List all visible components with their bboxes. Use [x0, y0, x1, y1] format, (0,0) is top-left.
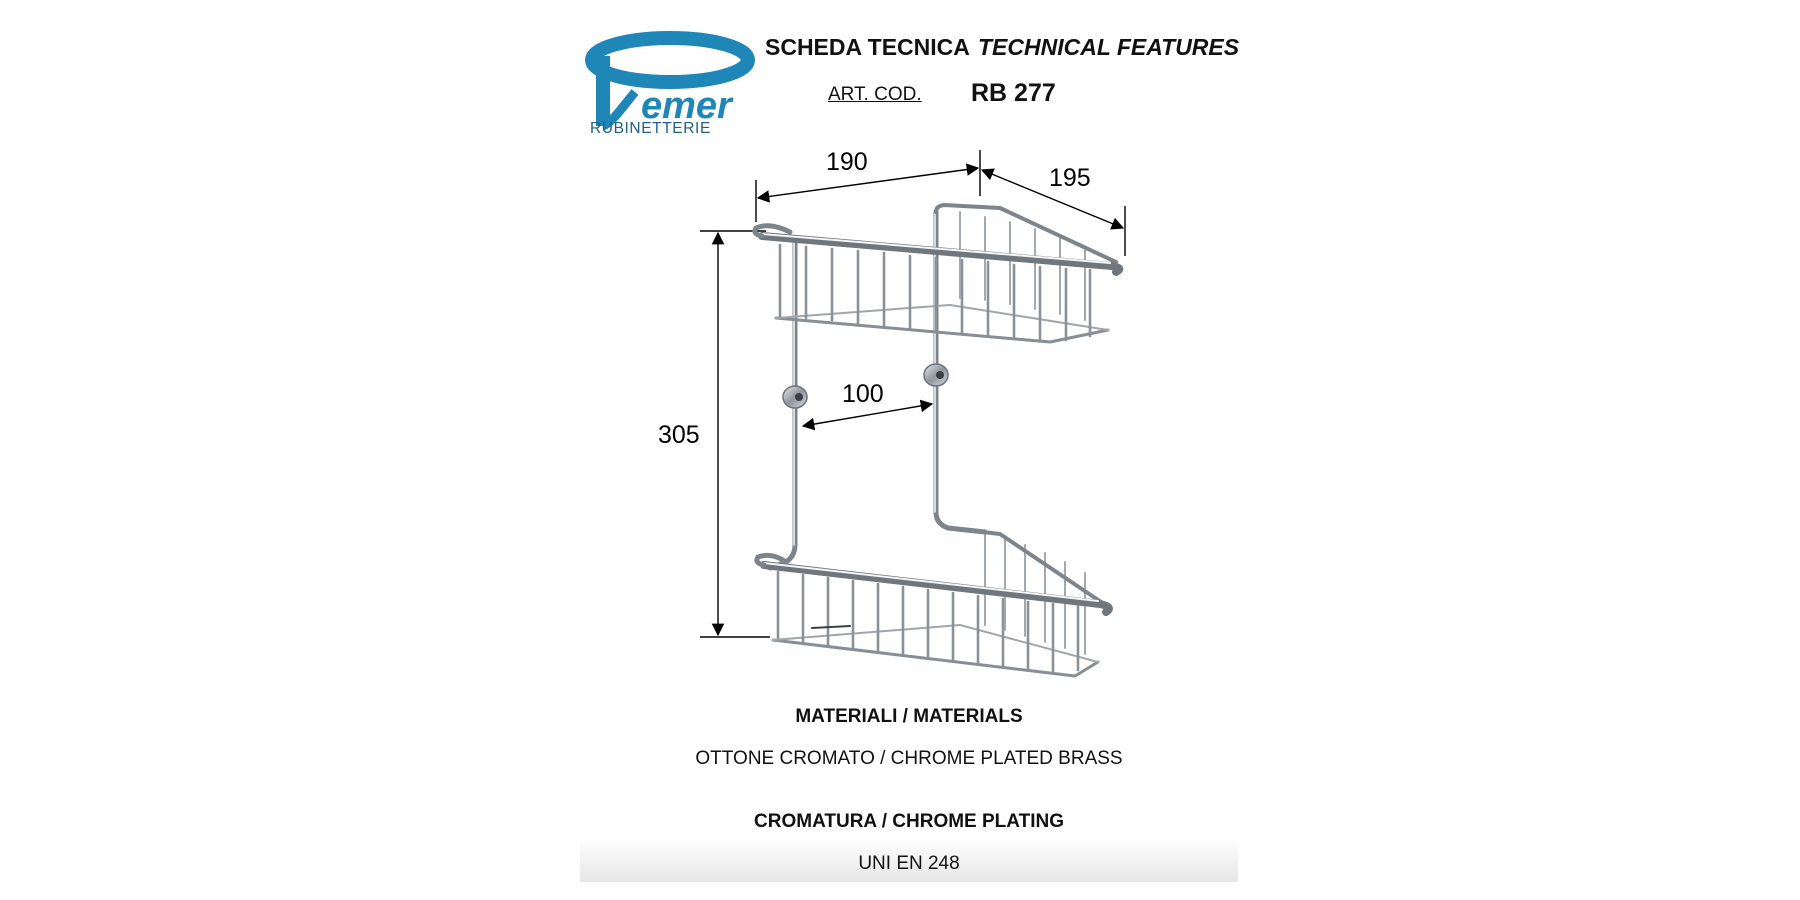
svg-text:emer: emer: [641, 85, 732, 127]
basket-illustration: [755, 205, 1119, 676]
wall-bracket-right: [924, 364, 948, 386]
article-code: RB 277: [971, 79, 1056, 107]
plating-heading: CROMATURA / CHROME PLATING: [754, 811, 1064, 832]
dim-label-width-left: 190: [826, 148, 868, 176]
logo-subtitle: RUBINETTERIE: [590, 120, 711, 137]
dim-label-width-right: 195: [1049, 164, 1091, 192]
materials-heading: MATERIALI / MATERIALS: [795, 706, 1023, 727]
lower-basket: [757, 528, 1110, 676]
wall-bracket-left: [783, 386, 807, 408]
dim-label-fixing-distance: 100: [842, 380, 884, 408]
plating-value: UNI EN 248: [858, 853, 960, 874]
scheda-tecnica-title: SCHEDA TECNICA: [765, 34, 970, 60]
materials-value: OTTONE CROMATO / CHROME PLATED BRASS: [695, 748, 1123, 769]
art-cod-label: ART. COD.: [828, 84, 922, 105]
dim-label-height: 305: [658, 421, 700, 449]
technical-features-title: TECHNICAL FEATURES: [978, 34, 1240, 60]
